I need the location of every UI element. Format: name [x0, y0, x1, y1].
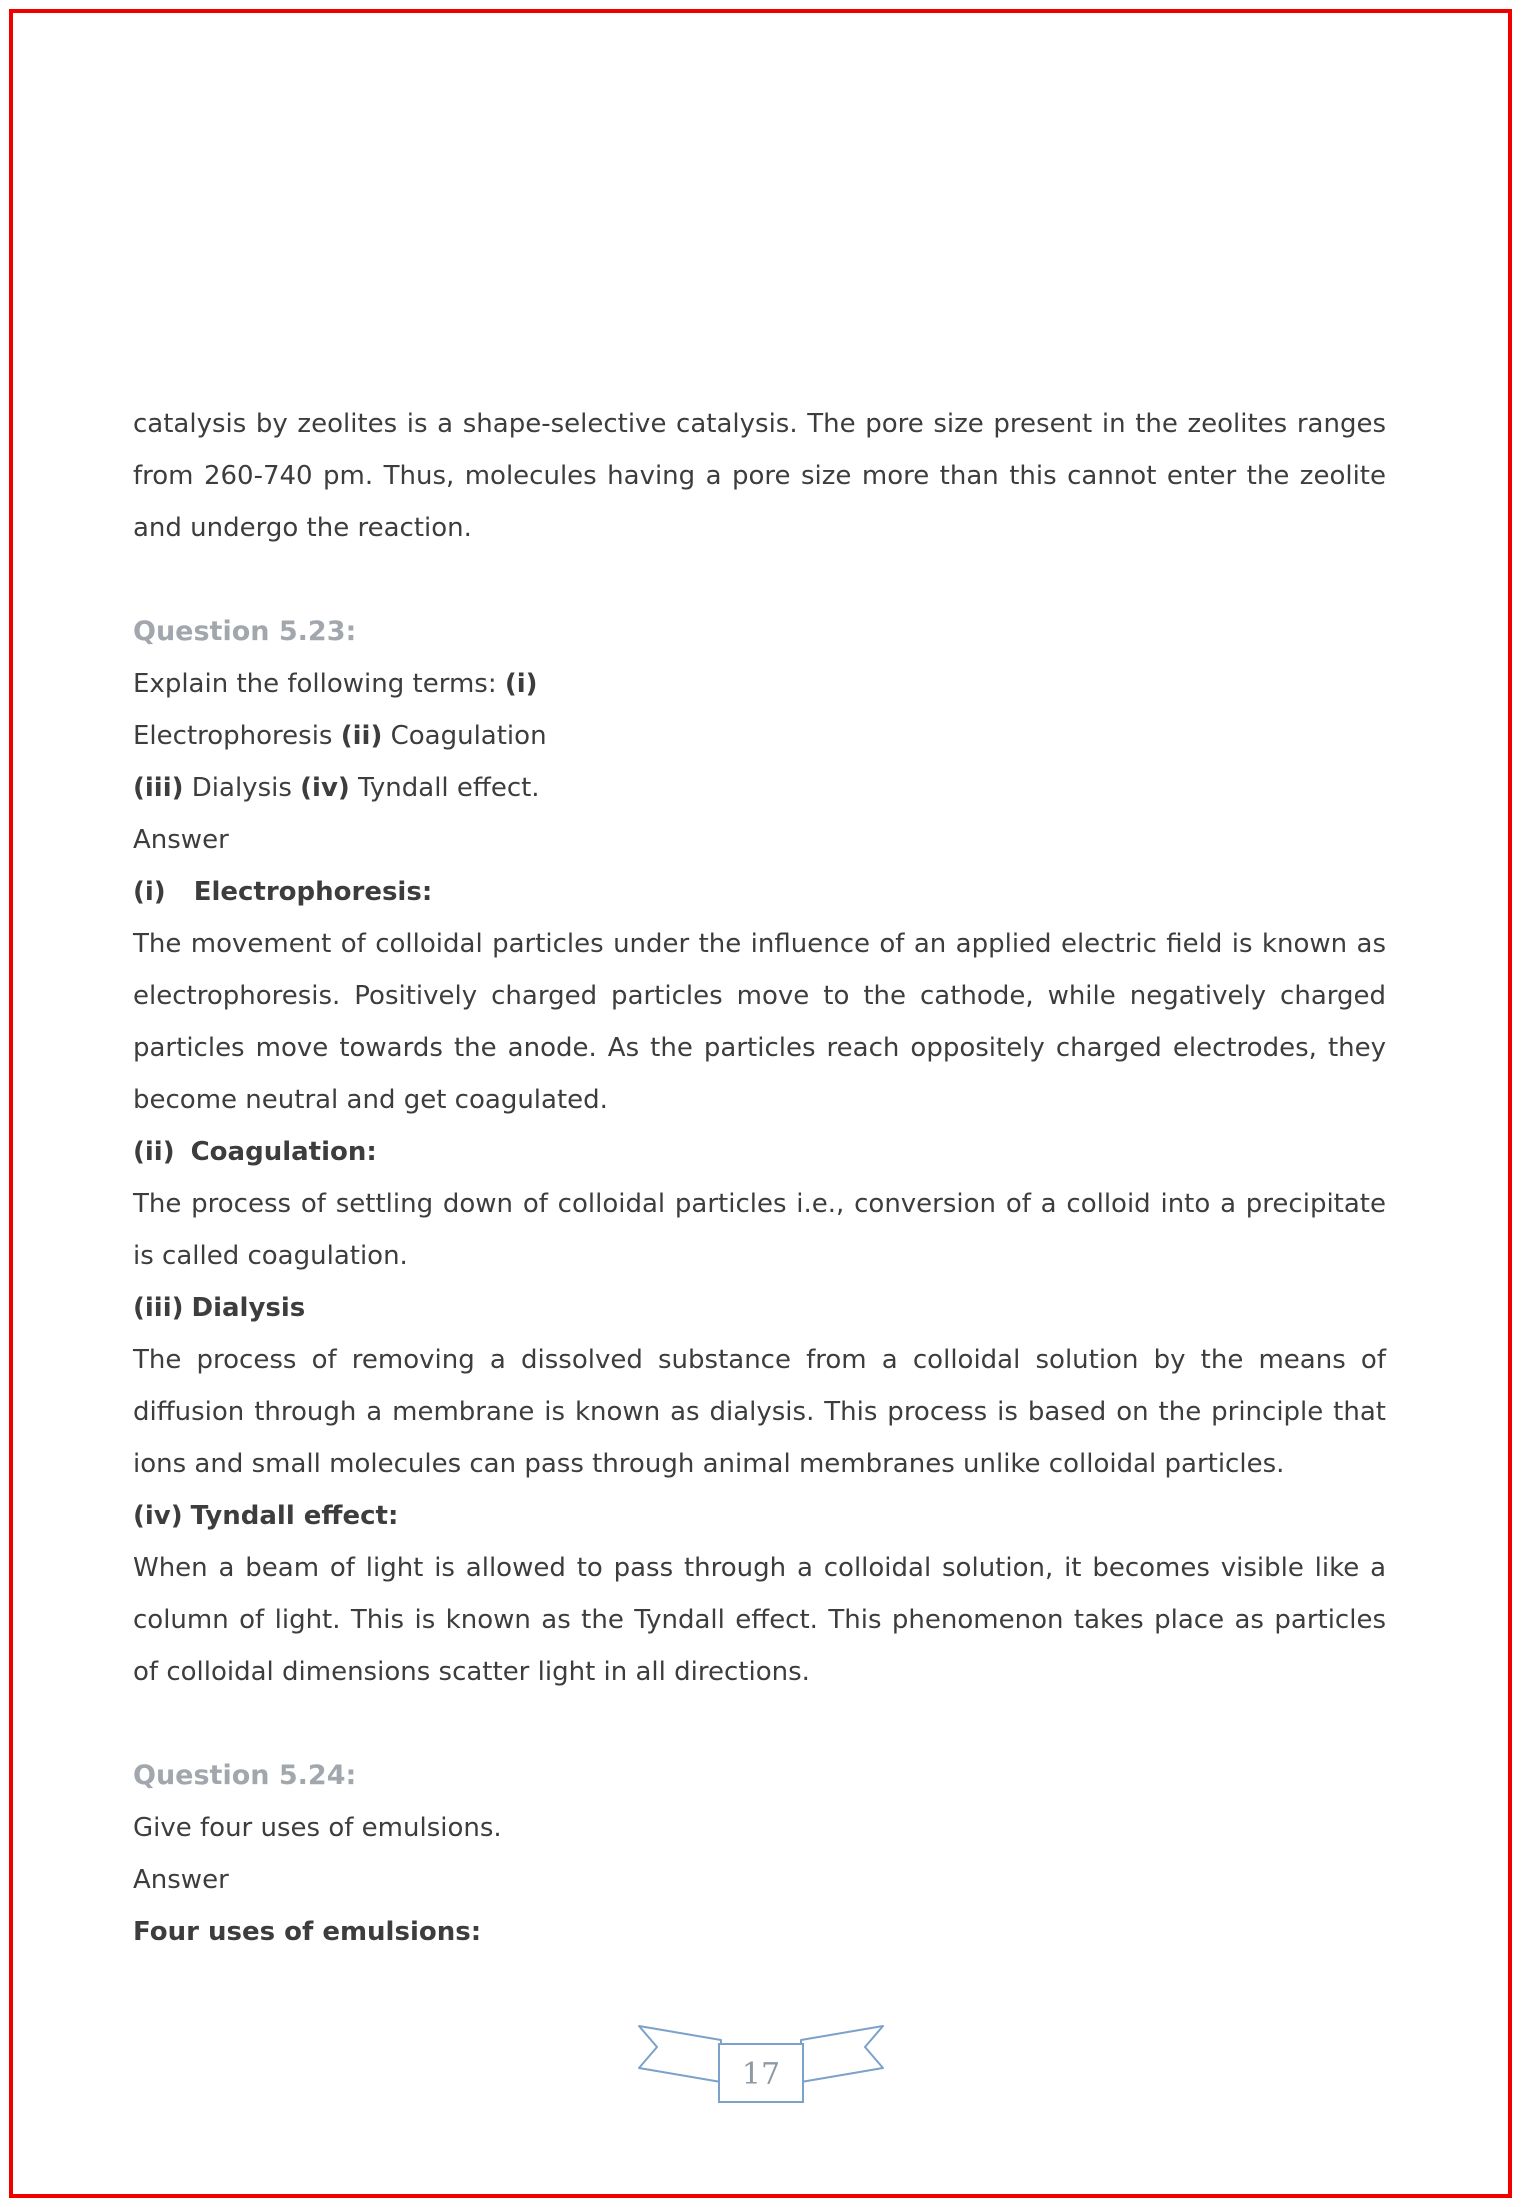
question-5-24-heading: Question 5.24:: [133, 1760, 357, 1791]
electrophoresis-heading: [133, 866, 1386, 918]
q23-marker-iii: (iii): [133, 773, 184, 803]
q23-prompt-text-3b: Dialysis: [183, 773, 301, 803]
dialysis-heading-num: (iii): [133, 1293, 184, 1323]
ribbon-banner-icon: [611, 2022, 911, 2108]
q23-prompt-text-2a: Electrophoresis: [133, 721, 341, 751]
q23-marker-i: (i): [504, 669, 538, 699]
q23-prompt-text-2c: Coagulation: [382, 721, 547, 751]
question-5-23-heading: Question 5.23:: [133, 616, 357, 647]
dialysis-heading: [133, 1282, 1386, 1334]
tyndall-heading: [133, 1490, 1386, 1542]
electrophoresis-heading-title: Electrophoresis:: [193, 877, 433, 907]
intro-paragraph: catalysis by zeolites is a shape-selective catalysis. The pore size present in the zeolites ranges from 260-740 pm. Thus, molecules having a pore size more than this cannot enter the zeolite and undergo the reaction.: [133, 409, 1386, 543]
q24-subheading: Four uses of emulsions:: [133, 1917, 482, 1947]
coagulation-heading: [133, 1126, 1386, 1178]
q23-prompt-text-1: Explain the following terms:: [133, 669, 505, 699]
coagulation-paragraph: The process of settling down of colloidal particles i.e., conversion of a colloid into a precipitate is called coagulation.: [133, 1189, 1386, 1271]
page-content: [133, 398, 1386, 1958]
tyndall-paragraph: When a beam of light is allowed to pass through a colloidal solution, it becomes visible like a column of light. This is known as the Tyndall effect. This phenomenon takes place as particles of colloidal dimensions scatter light in all directions.: [133, 1553, 1386, 1687]
q23-answer-label: Answer: [133, 825, 229, 855]
q24-answer-label: Answer: [133, 1865, 229, 1895]
q23-prompt-line-3: [133, 762, 1386, 814]
q23-marker-ii: (ii): [340, 721, 383, 751]
dialysis-paragraph: The process of removing a dissolved substance from a colloidal solution by the means of diffusion through a membrane is known as dialysis. This process is based on the principle that ions and small molecules can pass through animal membranes unlike colloidal particles.: [133, 1345, 1386, 1479]
q23-prompt-line-2: [133, 710, 1386, 762]
page-number: 17: [741, 2057, 780, 2092]
q23-prompt-text-3d: Tyndall effect.: [349, 773, 540, 803]
coagulation-heading-title: Coagulation:: [190, 1137, 377, 1167]
q23-prompt-line-1: [133, 658, 1386, 710]
tyndall-heading-num: (iv): [133, 1501, 183, 1531]
q23-marker-iv: (iv): [300, 773, 350, 803]
tyndall-heading-title: Tyndall effect:: [190, 1501, 399, 1531]
electrophoresis-heading-num: (i): [133, 877, 166, 907]
page-number-ribbon: [611, 2022, 911, 2108]
coagulation-heading-num: (ii): [133, 1137, 175, 1167]
q24-prompt: Give four uses of emulsions.: [133, 1813, 502, 1843]
electrophoresis-paragraph: The movement of colloidal particles under the influence of an applied electric field is known as electrophoresis. Positively charged particles move to the cathode, while negatively charged particles move towards the anode. As the particles reach oppositely charged electrodes, they become neutral and get coagulated.: [133, 929, 1386, 1115]
dialysis-heading-title: Dialysis: [191, 1293, 306, 1323]
